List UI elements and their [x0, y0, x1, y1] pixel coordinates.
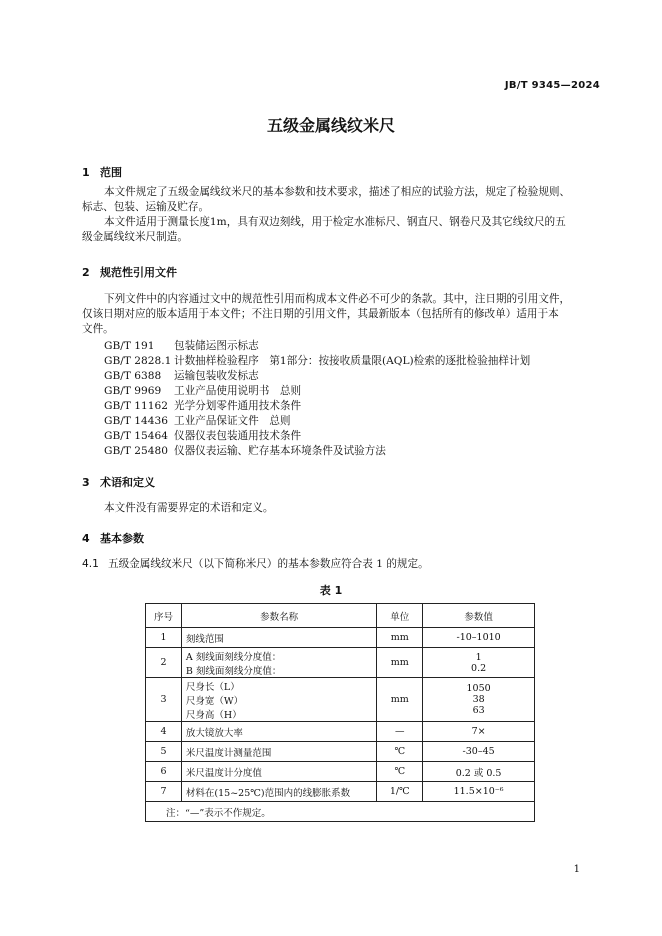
section-title: 基本参数 — [100, 532, 144, 545]
unit: ℃ — [377, 762, 423, 782]
table-row — [146, 678, 535, 722]
parameter-name: 刻线范围 — [181, 628, 376, 648]
section-2-heading — [82, 264, 177, 280]
section-1-para-2-line-1: 本文件适用于测量长度1m，具有双边刻线，用于检定水准标尺、钢直尺、钢卷尺及其它线纹尺的五 — [104, 216, 566, 228]
clause-number: 4.1 — [82, 558, 99, 570]
header-cell: 序号 — [146, 604, 182, 628]
table-row — [146, 722, 535, 742]
reference-title: 工业产品使用说明书 总则 — [174, 385, 302, 397]
reference-title: 光学分划零件通用技术条件 — [174, 400, 302, 412]
unit: 1/℃ — [377, 782, 423, 802]
section-number: 3 — [82, 476, 90, 489]
section-3-para: 本文件没有需要界定的术语和定义。 — [104, 502, 274, 514]
standard-number: JB/T 9345—2024 — [504, 80, 600, 91]
parameter-name: 材料在(15~25℃)范围内的线膨胀系数 — [181, 782, 376, 802]
section-title: 术语和定义 — [100, 476, 155, 489]
row-number: 5 — [146, 742, 182, 762]
parameter-value-line: 1050 — [466, 683, 491, 694]
header-cell: 参数名称 — [181, 604, 376, 628]
reference-item — [104, 338, 259, 353]
clause-text: 五级金属线纹米尺（以下简称米尺）的基本参数应符合表 1 的规定。 — [108, 558, 429, 570]
reference-title: 仪器仪表运输、贮存基本环境条件及试验方法 — [174, 445, 386, 457]
table-row — [146, 648, 535, 678]
table-row — [146, 628, 535, 648]
unit: mm — [377, 678, 423, 722]
section-1-para-1-line-2: 标志、包装、运输及贮存。 — [82, 201, 210, 213]
reference-title: 工业产品保证文件 总则 — [174, 415, 291, 427]
reference-title: 仪器仪表包装通用技术条件 — [174, 430, 302, 442]
table-row — [146, 762, 535, 782]
section-1-para-1-line-1: 本文件规定了五级金属线纹米尺的基本参数和技术要求，描述了相应的试验方法，规定了检验规则、 — [104, 186, 571, 198]
table-note-row — [146, 802, 535, 822]
table-row — [146, 742, 535, 762]
reference-item — [104, 368, 259, 383]
reference-title: 包装储运图示标志 — [174, 340, 259, 352]
table-header-row — [146, 604, 535, 628]
section-number: 4 — [82, 532, 90, 545]
parameter-name-line: 尺身长（L） — [185, 681, 240, 693]
parameter-value-line: 38 — [472, 694, 485, 705]
parameter-value — [423, 678, 535, 722]
page-title: 五级金属线纹米尺 — [266, 116, 395, 135]
unit: mm — [377, 648, 423, 678]
reference-item — [104, 383, 301, 398]
reference-code: GB/T 2828.1 — [104, 355, 172, 367]
unit: mm — [377, 628, 423, 648]
reference-code: GB/T 9969 — [104, 385, 162, 397]
reference-code: GB/T 11162 — [104, 400, 168, 412]
parameter-value: 11.5×10⁻⁶ — [423, 782, 535, 802]
section-number: 2 — [82, 266, 90, 279]
parameter-name-line: 尺身高（H） — [185, 709, 242, 721]
section-title: 范围 — [100, 166, 122, 179]
page-number: 1 — [573, 864, 580, 875]
row-number: 3 — [146, 678, 182, 722]
row-number: 6 — [146, 762, 182, 782]
reference-item — [104, 428, 301, 443]
reference-title: 计数抽样检验程序 第1部分：按接收质量限(AQL)检索的逐批检验抽样计划 — [174, 355, 531, 367]
parameter-value-line: 63 — [472, 705, 485, 716]
reference-item — [104, 413, 291, 428]
section-3-heading — [82, 474, 155, 490]
header-cell: 单位 — [377, 604, 423, 628]
parameter-name: 放大镜放大率 — [181, 722, 376, 742]
reference-code: GB/T 6388 — [104, 370, 162, 382]
section-1-heading — [82, 164, 122, 180]
row-number: 4 — [146, 722, 182, 742]
section-2-para-line-2: 仅该日期对应的版本适用于本文件；不注日期的引用文件，其最新版本（包括所有的修改单）适用于本 — [82, 308, 559, 320]
parameter-value-line: 0.2 — [471, 662, 487, 674]
parameter-value — [423, 648, 535, 678]
section-4-heading — [82, 530, 144, 546]
section-1-para-2-line-2: 级金属线纹米尺制造。 — [82, 231, 188, 243]
parameter-value: 0.2 或 0.5 — [423, 762, 535, 782]
table-row — [146, 782, 535, 802]
reference-item — [104, 398, 301, 413]
clause-4-1 — [82, 557, 429, 573]
section-2-para-line-1: 下列文件中的内容通过文中的规范性引用而构成本文件必不可少的条款。其中，注日期的引用文件， — [104, 293, 571, 305]
parameter-name — [181, 678, 376, 722]
parameter-name: 米尺温度计分度值 — [181, 762, 376, 782]
row-number: 7 — [146, 782, 182, 802]
row-number: 2 — [146, 648, 182, 678]
section-number: 1 — [82, 166, 90, 179]
reference-code: GB/T 14436 — [104, 415, 168, 427]
reference-code: GB/T 15464 — [104, 430, 168, 442]
reference-code: GB/T 25480 — [104, 445, 168, 457]
parameter-value: -10–1010 — [423, 628, 535, 648]
parameter-value: -30–45 — [423, 742, 535, 762]
section-title: 规范性引用文件 — [100, 266, 177, 279]
reference-item — [104, 353, 530, 368]
parameter-value: 7× — [423, 722, 535, 742]
reference-code: GB/T 191 — [104, 340, 155, 352]
parameter-value-line: 1 — [475, 651, 482, 663]
parameter-name-line: 尺身宽（W） — [185, 695, 244, 707]
parameter-name: 米尺温度计测量范围 — [181, 742, 376, 762]
parameter-name — [181, 648, 376, 678]
table-note: 注：“—”表示不作规定。 — [146, 802, 535, 822]
parameter-name-line: B 刻线面刻线分度值： — [185, 665, 282, 677]
reference-title: 运输包装收发标志 — [174, 370, 259, 382]
reference-item — [104, 443, 386, 458]
unit: ℃ — [377, 742, 423, 762]
unit: — — [377, 722, 423, 742]
header-cell: 参数值 — [423, 604, 535, 628]
table-caption: 表 1 — [319, 584, 343, 597]
parameter-name-line: A 刻线面刻线分度值： — [185, 651, 282, 663]
row-number: 1 — [146, 628, 182, 648]
parameter-table — [145, 603, 535, 822]
section-2-para-line-3: 文件。 — [82, 323, 114, 335]
